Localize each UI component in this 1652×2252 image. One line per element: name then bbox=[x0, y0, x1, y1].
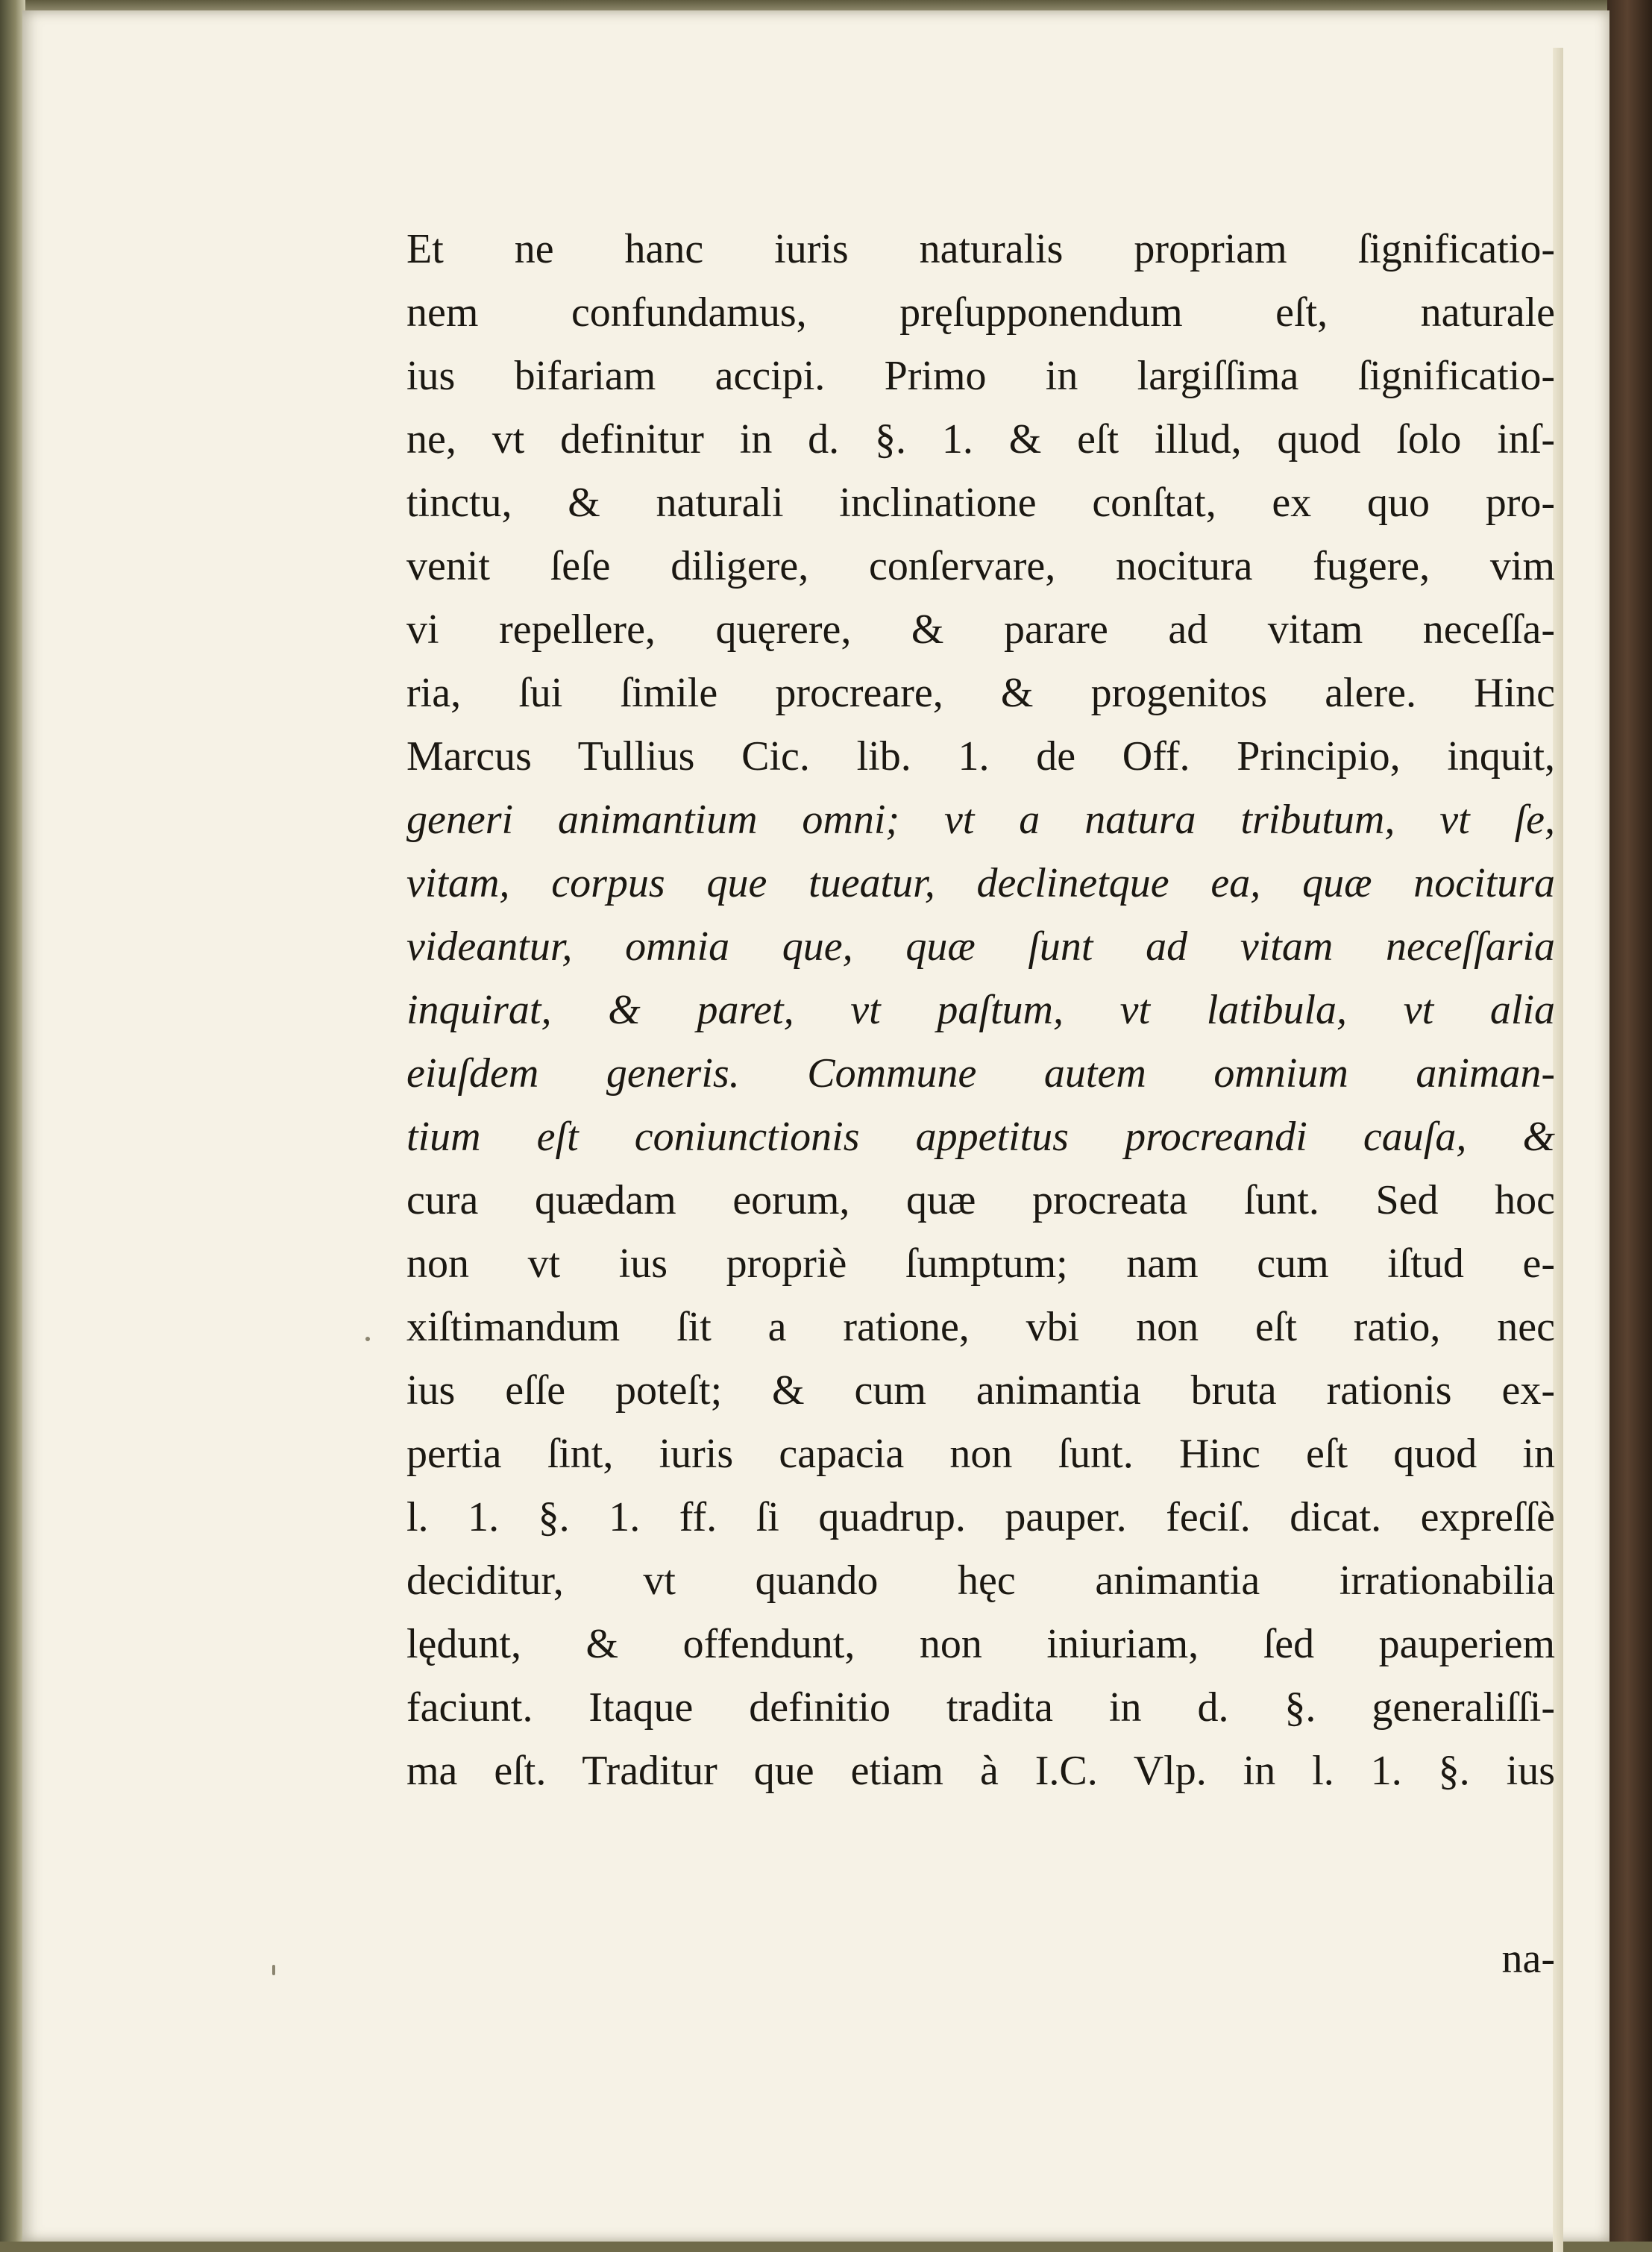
text-line: venit ſeſe diligere, conſervare, nocitura fugere, vim bbox=[406, 543, 1555, 589]
text-line: ius bifariam accipi. Primo in largiſſima ſignificatio- bbox=[406, 353, 1555, 399]
text-line: ria, ſui ſimile procreare, & progenitos alere. Hinc bbox=[406, 670, 1555, 716]
text-line: ma eſt. Traditur que etiam à I.C. Vlp. in l. 1. §. ius bbox=[406, 1748, 1555, 1794]
text-line: lędunt, & offendunt, non iniuriam, ſed pauperiem bbox=[406, 1621, 1555, 1667]
quotation-line: vitam, corpus que tueatur, declinetque ea, quæ nocitura bbox=[406, 860, 1555, 906]
quotation-line: generi animantium omni; vt a natura tributum, vt ſe, bbox=[406, 797, 1555, 843]
page-text bbox=[406, 218, 1555, 1803]
text-line: cura quædam eorum, quæ procreata ſunt. Sed hoc bbox=[406, 1177, 1555, 1223]
text-line: deciditur, vt quando hęc animantia irrationabilia bbox=[406, 1558, 1555, 1604]
quotation-line: eiuſdem generis. Commune autem omnium animan- bbox=[406, 1050, 1555, 1097]
text-line: xiſtimandum ſit a ratione, vbi non eſt ratio, nec bbox=[406, 1304, 1555, 1350]
text-line: tinctu, & naturali inclinatione conſtat, ex quo pro- bbox=[406, 480, 1555, 526]
quotation-line: tium eſt coniunctionis appetitus procreandi cauſa, & bbox=[406, 1114, 1555, 1160]
text-line: non vt ius propriè ſumptum; nam cum iſtud e- bbox=[406, 1241, 1555, 1287]
book-gutter bbox=[0, 0, 25, 2242]
text-line: l. 1. §. 1. ff. ſi quadrup. pauper. feciſ. dicat. expreſſè bbox=[406, 1494, 1555, 1540]
text-line: ius eſſe poteſt; & cum animantia bruta rationis ex- bbox=[406, 1367, 1555, 1414]
paper-mark bbox=[272, 1965, 275, 1975]
text-line: vi repellere, quęrere, & parare ad vitam neceſſa- bbox=[406, 606, 1555, 653]
text-line: faciunt. Itaque definitio tradita in d. §. generaliſſi- bbox=[406, 1684, 1555, 1731]
text-line: Et ne hanc iuris naturalis propriam ſignificatio- bbox=[406, 226, 1555, 272]
text-line: Marcus Tullius Cic. lib. 1. de Off. Principio, inquit, bbox=[406, 733, 1555, 780]
text-line: pertia ſint, iuris capacia non ſunt. Hinc eſt quod in bbox=[406, 1431, 1555, 1477]
text-line: nem confundamus, pręſupponendum eſt, naturale bbox=[406, 289, 1555, 336]
text-line: ne, vt definitur in d. §. 1. & eſt illud, quod ſolo inſ- bbox=[406, 416, 1555, 462]
quotation-line: videantur, omnia que, quæ ſunt ad vitam neceſſaria bbox=[406, 923, 1555, 970]
catchword: na- bbox=[1501, 1936, 1555, 1982]
book-binding-edge bbox=[1607, 0, 1652, 2242]
paper-speck bbox=[365, 1337, 370, 1341]
quotation-line: inquirat, & paret, vt paſtum, vt latibula, vt alia bbox=[406, 987, 1555, 1033]
